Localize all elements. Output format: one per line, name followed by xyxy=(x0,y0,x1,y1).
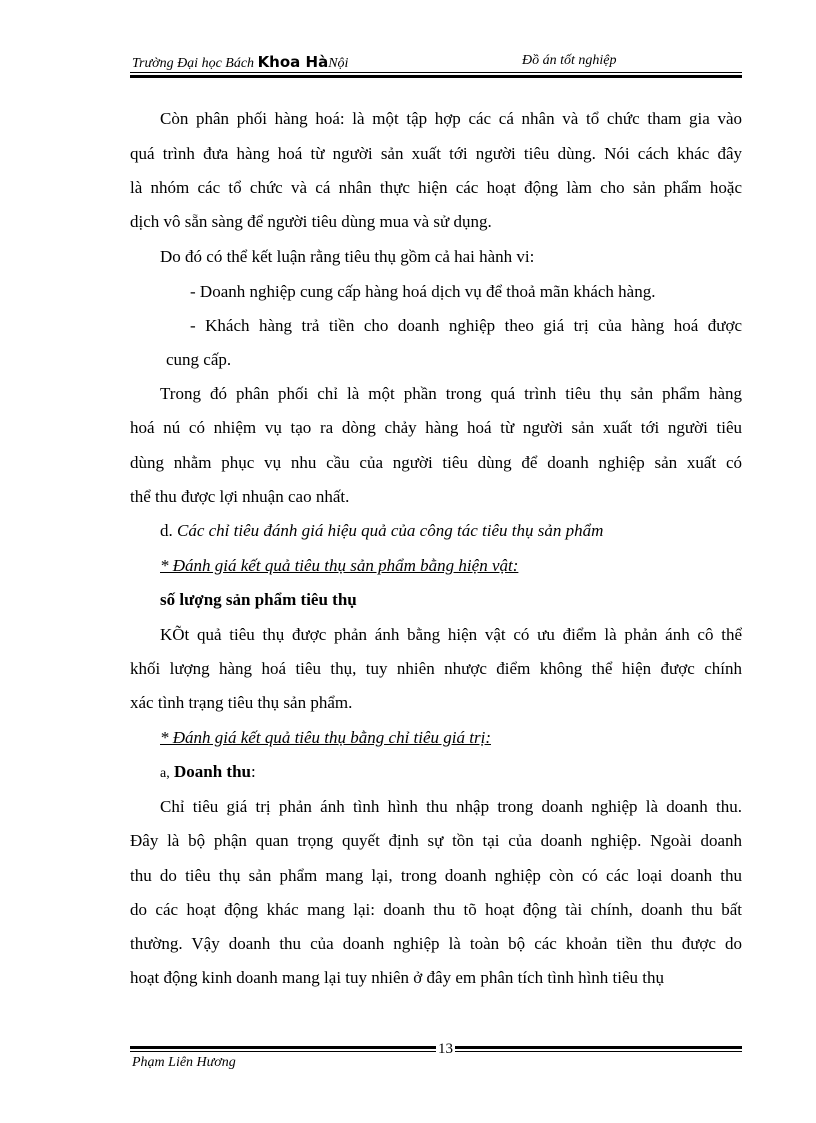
header-rule-thin xyxy=(130,72,742,73)
section-heading-d: d. Các chỉ tiêu đánh giá hiệu quả của công tác tiêu thụ sản phẩm xyxy=(160,521,604,540)
header-rule-thick xyxy=(130,75,742,78)
bullet-item-cont: cung cấp. xyxy=(166,350,232,369)
paragraph-line: hoá nú có nhiệm vụ tạo ra dòng chảy hàng hoá từ người sản xuất tới người tiêu xyxy=(130,418,742,437)
paragraph-line: Chỉ tiêu giá trị phản ánh tình hình thu nhập trong doanh nghiệp là doanh thu. xyxy=(160,797,742,816)
footer-author: Phạm Liên Hương xyxy=(132,1055,236,1070)
bullet-item: - Doanh nghiệp cung cấp hàng hoá dịch vụ để thoả mãn khách hàng. xyxy=(190,282,656,301)
header-right: Đồ án tốt nghiệp xyxy=(522,53,617,68)
paragraph-line: do các hoạt động khác mang lại: doanh thu tõ hoạt động tài chính, doanh thu bất xyxy=(130,900,742,919)
paragraph-line: quá trình đưa hàng hoá từ người sản xuất tới người tiêu dùng. Nói cách khác đây xyxy=(130,144,742,163)
paragraph-line: khối lượng hàng hoá tiêu thụ, tuy nhiên nhược điểm không thể hiện được chính xyxy=(130,659,742,678)
page-number: 13 xyxy=(438,1041,453,1057)
paragraph-line: Trong đó phân phối chỉ là một phần trong quá trình tiêu thụ sản phẩm hàng xyxy=(160,384,742,403)
paragraph-line: thường. Vậy doanh thu của doanh nghiệp là toàn bộ các khoản tiền thu được do xyxy=(130,934,742,953)
bullet-item: - Khách hàng trả tiền cho doanh nghiệp theo giá trị của hàng hoá được xyxy=(190,316,742,335)
header-left: Trường Đại học Bách Khoa HàNội xyxy=(132,53,349,71)
subheading-revenue: a, Doanh thu: xyxy=(160,762,256,781)
eval-heading-1: * Đánh giá kết quả tiêu thụ sản phẩm bằng hiện vật: xyxy=(160,556,519,575)
paragraph-line: Còn phân phối hàng hoá: là một tập hợp các cá nhân và tổ chức tham gia vào xyxy=(160,109,742,128)
paragraph-line: xác tình trạng tiêu thụ sản phẩm. xyxy=(130,693,353,712)
subheading-quantity: số lượng sản phẩm tiêu thụ xyxy=(160,590,357,609)
paragraph-line: KÕt quả tiêu thụ được phản ánh bằng hiện vật có ưu điểm là phản ánh cô thể xyxy=(160,625,742,644)
paragraph-line: là nhóm các tổ chức và cá nhân thực hiện các hoạt động làm cho sản phẩm hoặc xyxy=(130,178,742,197)
paragraph-line: thể thu được lợi nhuận cao nhất. xyxy=(130,487,350,506)
eval-heading-2: * Đánh giá kết quả tiêu thụ bằng chỉ tiêu giá trị: xyxy=(160,728,491,747)
paragraph-line: hoạt động kinh doanh mang lại tuy nhiên ở đây em phân tích tình hình tiêu thụ xyxy=(130,968,665,987)
header-bold-text: Khoa Hà xyxy=(257,53,329,71)
paragraph-line: thu do tiêu thụ sản phẩm mang lại, trong doanh nghiệp còn có các loại doanh thu xyxy=(130,866,742,885)
paragraph-line: Đây là bộ phận quan trọng quyết định sự tồn tại của doanh nghiệp. Ngoài doanh xyxy=(130,831,742,850)
paragraph-line: Do đó có thể kết luận rằng tiêu thụ gồm cả hai hành vi: xyxy=(160,247,535,266)
paragraph-line: dịch vô sẵn sàng để người tiêu dùng mua và sử dụng. xyxy=(130,212,492,231)
paragraph-line: dùng nhằm phục vụ nhu cầu của người tiêu dùng để doanh nghiệp sản xuất có xyxy=(130,453,742,472)
